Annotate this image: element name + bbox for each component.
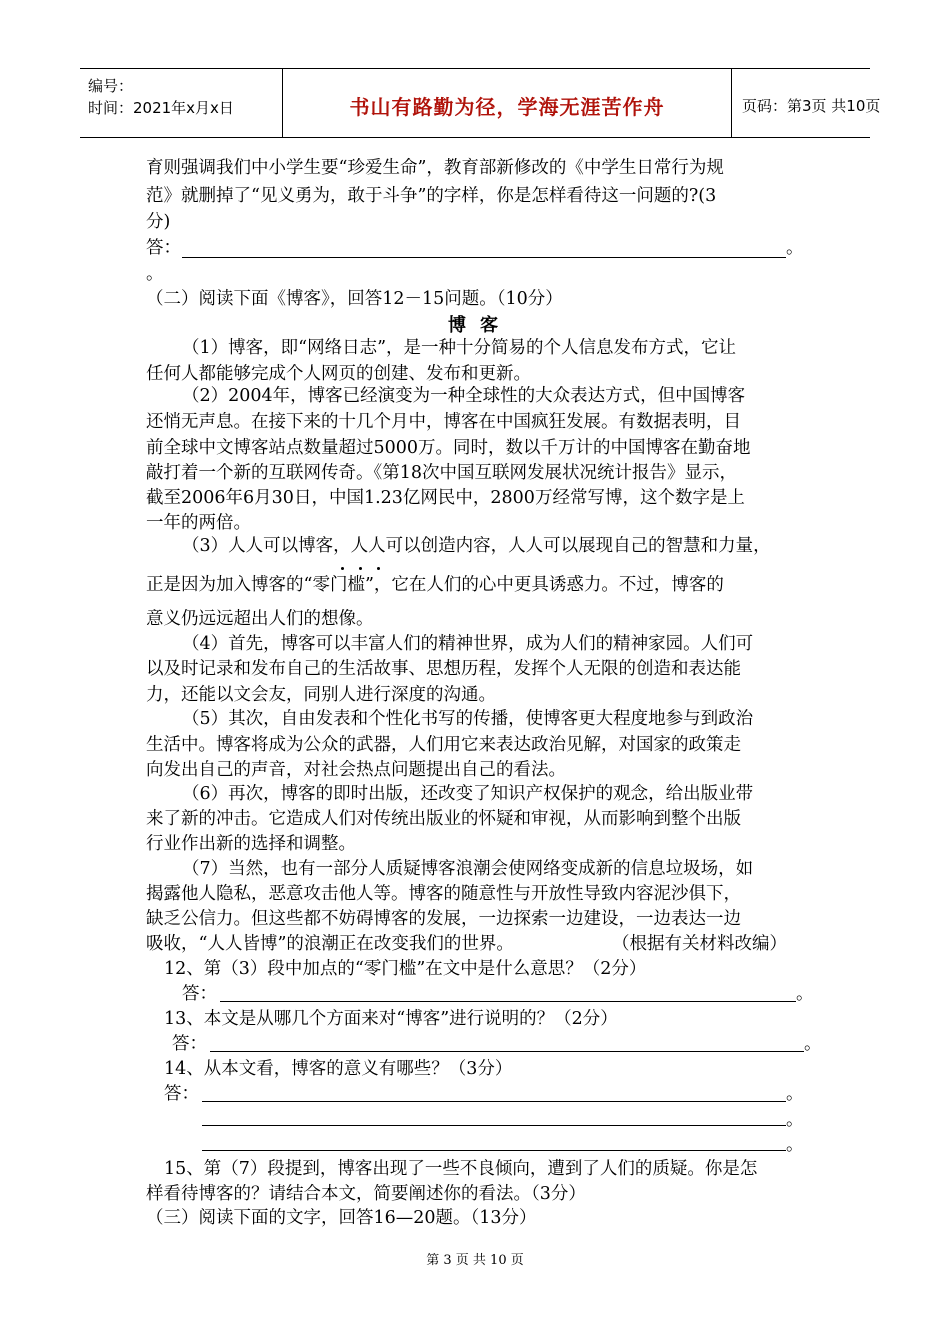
emphasis-dot <box>341 567 344 570</box>
header-motto-cell <box>282 69 732 137</box>
paragraph-line: 生活中。博客将成为公众的武器，人们用它来表达政治见解，对国家的政策走 <box>146 735 741 755</box>
header-page-cell <box>732 69 881 137</box>
question-15: 样看待博客的？请结合本文，简要阐述你的看法。（3分） <box>146 1184 586 1204</box>
paragraph-line: 揭露他人隐私，恶意攻击他人等。博客的随意性与开放性导致内容泥沙俱下， <box>146 884 741 904</box>
answer-period: 。 <box>146 264 164 284</box>
answer-line[interactable] <box>202 1150 786 1151</box>
answer-period: 。 <box>796 984 814 1004</box>
intro-line: 分) <box>146 212 171 232</box>
paragraph-line: 行业作出新的选择和调整。 <box>146 834 356 854</box>
intro-line: 范》就删掉了“见义勇为，敢于斗争”的字样，你是怎样看待这一问题的?(3 <box>146 186 717 206</box>
answer-period: 。 <box>786 1084 804 1104</box>
answer-label: 答： <box>172 1034 207 1054</box>
paragraph-line: （1）博客，即“网络日志”，是一种十分简易的个人信息发布方式，它让 <box>182 338 737 358</box>
header-page-number: 页码：第3页 共10页 <box>742 97 881 115</box>
question-15: 15、第（7）段提到，博客出现了一些不良倾向，遭到了人们的质疑。你是怎 <box>164 1159 758 1179</box>
paragraph-line: 前全球中文博客站点数量超过5000万。同时，数以千万计的中国博客在勤奋地 <box>146 438 751 458</box>
header-motto: 书山有路勤为径，学海无涯苦作舟 <box>349 95 665 119</box>
paragraph-line: 还悄无声息。在接下来的十几个月中，博客在中国疯狂发展。有数据表明，目 <box>146 412 741 432</box>
paragraph-line: 缺乏公信力。但这些都不妨碍博客的发展，一边探索一边建设，一边表达一边 <box>146 909 741 929</box>
article-title: 博客 <box>448 315 512 336</box>
answer-period: 。 <box>786 238 804 258</box>
answer-line[interactable] <box>202 1125 786 1126</box>
header-info-cell <box>80 69 280 137</box>
paragraph-line: 以及时记录和发布自己的生活故事、思想历程，发挥个人无限的创造和表达能 <box>146 659 741 679</box>
question-13: 13、本文是从哪几个方面来对“博客”进行说明的？（2分） <box>164 1009 618 1029</box>
page-header <box>80 68 881 138</box>
source-note: （根据有关材料改编） <box>612 934 787 954</box>
paragraph-line: （2）2004年，博客已经演变为一种全球性的大众表达方式，但中国博客 <box>182 386 746 406</box>
paragraph-line: 任何人都能够完成个人网页的创建、发布和更新。 <box>146 364 531 384</box>
answer-period: 。 <box>786 1135 804 1155</box>
paragraph-line: （4）首先，博客可以丰富人们的精神世界，成为人们的精神家园。人们可 <box>182 634 754 654</box>
paragraph-line: （7）当然，也有一部分人质疑博客浪潮会使网络变成新的信息垃圾场，如 <box>182 859 754 879</box>
document-number-label: 编号： <box>88 77 134 95</box>
section-heading: （三）阅读下面的文字，回答16—20题。（13分） <box>146 1208 537 1228</box>
answer-period: 。 <box>804 1034 822 1054</box>
answer-period: 。 <box>786 1110 804 1130</box>
answer-line[interactable] <box>182 257 786 258</box>
paragraph-line: 吸收，“人人皆博”的浪潮正在改变我们的世界。 <box>146 934 514 954</box>
paragraph-line: 向发出自己的声音，对社会热点问题提出自己的看法。 <box>146 760 566 780</box>
intro-line: 育则强调我们中小学生要“珍爱生命”，教育部新修改的《中学生日常行为规 <box>146 158 724 178</box>
paragraph-line: 意义仍远远超出人们的想像。 <box>146 609 374 629</box>
question-12: 12、第（3）段中加点的“零门槛”在文中是什么意思？（2分） <box>164 959 647 979</box>
paragraph-line: （6）再次，博客的即时出版，还改变了知识产权保护的观念，给出版业带 <box>182 784 754 804</box>
question-14: 14、从本文看，博客的意义有哪些？（3分） <box>164 1059 513 1079</box>
paragraph-line: 力，还能以文会友，同别人进行深度的沟通。 <box>146 685 496 705</box>
answer-label: 答： <box>164 1084 199 1104</box>
emphasis-dot <box>359 567 362 570</box>
answer-line[interactable] <box>220 1001 796 1002</box>
emphasis-dot <box>377 567 380 570</box>
page-footer: 第 3 页 共 10 页 <box>426 1253 524 1268</box>
paragraph-line: 一年的两倍。 <box>146 513 251 533</box>
section-heading: （二）阅读下面《博客》，回答12－15问题。（10分） <box>146 289 563 309</box>
answer-line[interactable] <box>202 1101 786 1102</box>
paragraph-line: 截至2006年6月30日，中国1.23亿网民中，2800万经常写博，这个数字是上 <box>146 488 745 508</box>
document-date: 时间：2021年x月x日 <box>88 99 234 117</box>
answer-label: 答： <box>146 238 181 258</box>
paragraph-line: （3）人人可以博客，人人可以创造内容，人人可以展现自己的智慧和力量， <box>182 536 771 556</box>
paragraph-line: 正是因为加入博客的“零门槛”，它在人们的心中更具诱惑力。不过，博客的 <box>146 575 724 595</box>
answer-line[interactable] <box>210 1051 804 1052</box>
paragraph-line: （5）其次，自由发表和个性化书写的传播，使博客更大程度地参与到政治 <box>182 709 754 729</box>
paragraph-line: 来了新的冲击。它造成人们对传统出版业的怀疑和审视，从而影响到整个出版 <box>146 809 741 829</box>
answer-label: 答： <box>182 984 217 1004</box>
paragraph-line: 敲打着一个新的互联网传奇。《第18次中国互联网发展状况统计报告》显示， <box>146 463 738 483</box>
